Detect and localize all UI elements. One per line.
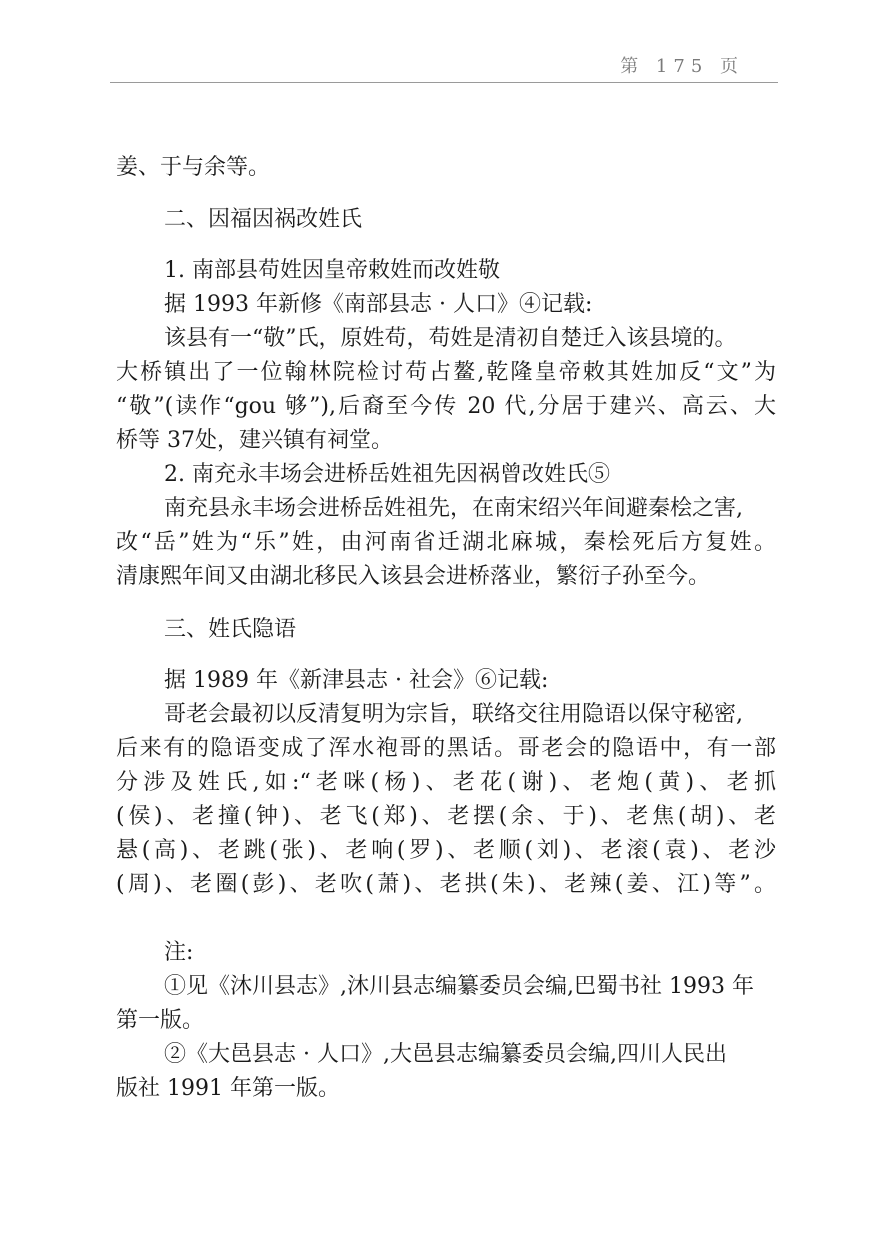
text-line: 大桥镇出了一位翰林院检讨苟占鳌,乾隆皇帝敕其姓加反“文”为 (116, 360, 776, 385)
text-line: 南充县永丰场会进桥岳姓祖先，在南宋绍兴年间避秦桧之害, (164, 496, 743, 521)
text-line: 清康熙年间又由湖北移民入该县会进桥落业，繁衍子孙至今。 (116, 564, 711, 589)
text-line: 该县有一“敬”氏，原姓苟，苟姓是清初自楚迁入该县境的。 (164, 326, 737, 351)
section-heading: 三、姓氏隐语 (164, 617, 297, 642)
text-line: 分涉及姓氏,如:“老咪(杨)、老花(谢)、老炮(黄)、老抓 (116, 770, 776, 795)
page-number: 第 175 页 (620, 56, 744, 77)
text-line: (侯)、老撞(钟)、老飞(郑)、老摆(余、于)、老焦(胡)、老 (116, 804, 776, 829)
footnote: ①见《沐川县志》,沐川县志编纂委员会编,巴蜀书社 1993 年 (164, 974, 754, 999)
subsection-heading: 2. 南充永丰场会进桥岳姓祖先因祸曾改姓氏⑤ (164, 462, 610, 487)
footnote: ②《大邑县志 · 人口》,大邑县志编纂委员会编,四川人民出 (164, 1042, 727, 1067)
text-line: 据 1989 年《新津县志 · 社会》⑥记载: (164, 668, 549, 693)
section-heading: 二、因福因祸改姓氏 (164, 207, 363, 232)
text-line: 据 1993 年新修《南部县志 · 人口》④记载: (164, 292, 593, 317)
footnote: 第一版。 (116, 1008, 205, 1033)
text-line: 改“岳”姓为“乐”姓，由河南省迁湖北麻城，秦桧死后方复姓。 (116, 530, 776, 555)
text-line: “敬”(读作“gou 够”),后裔至今传 20 代,分居于建兴、高云、大 (116, 394, 776, 419)
page-header (110, 40, 778, 83)
footnote: 版社 1991 年第一版。 (116, 1076, 340, 1101)
text-line: 桥等 37处，建兴镇有祠堂。 (116, 428, 393, 453)
text-line: 悬(高)、老跳(张)、老响(罗)、老顺(刘)、老滚(袁)、老沙 (116, 838, 776, 863)
text-line: 哥老会最初以反清复明为宗旨，联络交往用隐语以保守秘密, (164, 702, 743, 727)
notes-heading: 注: (164, 940, 194, 965)
subsection-heading: 1. 南部县苟姓因皇帝敕姓而改姓敬 (164, 258, 500, 283)
text-line: 后来有的隐语变成了浑水袍哥的黑话。哥老会的隐语中，有一部 (116, 736, 776, 761)
text-line: (周)、老圈(彭)、老吹(萧)、老拱(朱)、老辣(姜、江)等”。 (116, 872, 776, 897)
text-line: 姜、于与余等。 (116, 155, 271, 180)
